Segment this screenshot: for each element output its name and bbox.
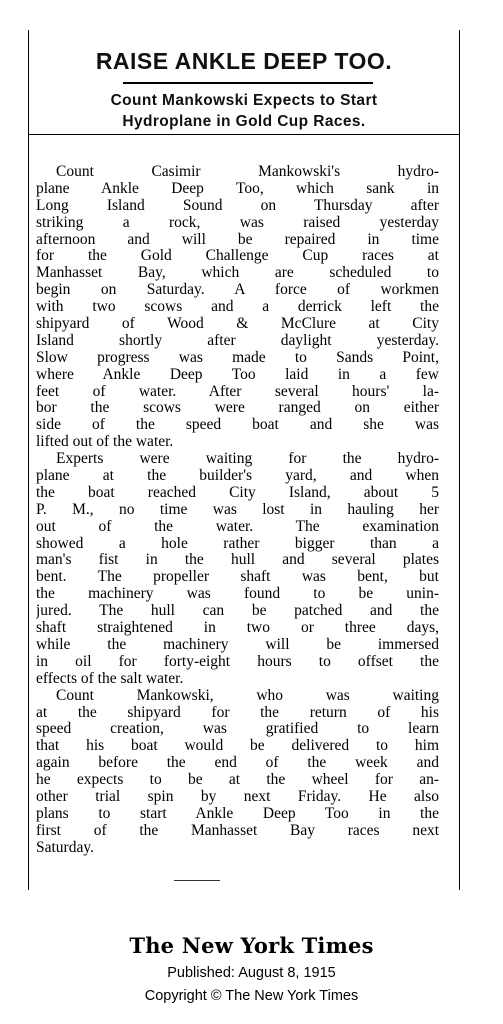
text-line: Experts were waiting for the hydro-: [56, 451, 439, 468]
text-line: that his boat would be delivered to him: [36, 738, 439, 755]
text-line: speed creation, was gratified to learn: [36, 721, 439, 738]
end-rule: [174, 880, 220, 881]
text-line: effects of the salt water.: [36, 670, 184, 687]
subhead-line: Hydroplane in Gold Cup Races.: [122, 113, 366, 130]
text-line: with two scows and a derrick left the: [36, 299, 439, 316]
nyt-logo: The New York Times: [129, 933, 374, 958]
text-line: in oil for forty-eight hours to offset the: [36, 653, 439, 670]
paragraph: [36, 164, 439, 451]
text-line: the boat reached City Island, about 5: [36, 484, 439, 501]
text-line: shipyard of Wood & McClure at City: [36, 316, 439, 333]
headline-rule: [123, 82, 373, 84]
text-line: at the shipyard for the return of his: [36, 704, 439, 721]
text-line: bor the scows were ranged on either: [36, 400, 439, 417]
published-date: Published: August 8, 1915: [167, 965, 336, 981]
article-body: [36, 164, 439, 857]
copyright-notice: Copyright © The New York Times: [144, 988, 359, 1004]
text-line: Count Mankowski, who was waiting: [56, 687, 439, 704]
text-line: the machinery was found to be unin-: [36, 586, 439, 603]
text-line: out of the water. The examination: [36, 518, 439, 535]
text-line: Slow progress was made to Sands Point,: [36, 349, 439, 366]
text-line: where Ankle Deep Too laid in a few: [36, 366, 439, 383]
text-line: again before the end of the week and: [36, 755, 439, 772]
text-line: side of the speed boat and she was: [36, 417, 439, 434]
subhead-line: Count Mankowski Expects to Start: [110, 92, 378, 109]
text-line: Saturday.: [36, 839, 94, 856]
text-line: man's fist in the hull and several plates: [36, 552, 439, 569]
text-line: he expects to be at the wheel for an-: [36, 772, 439, 789]
text-line: Island shortly after daylight yesterday.: [36, 332, 439, 349]
text-line: plans to start Ankle Deep Too in the: [36, 805, 439, 822]
text-line: shaft straightened in two or three days,: [36, 620, 439, 637]
headline-block: [29, 30, 459, 135]
text-line: P. M., no time was lost in hauling her: [36, 501, 439, 518]
text-line: lifted out of the water.: [36, 434, 174, 451]
text-line: begin on Saturday. A force of workmen: [36, 282, 439, 299]
subhead: [35, 90, 453, 132]
text-line: jured. The hull can be patched and the: [36, 603, 439, 620]
text-line: plane at the builder's yard, and when: [36, 468, 439, 485]
paragraph: [36, 451, 439, 687]
text-line: first of the Manhasset Bay races next: [36, 822, 439, 839]
text-line: striking a rock, was raised yesterday: [36, 214, 439, 231]
headline: RAISE ANKLE DEEP TOO.: [95, 48, 393, 74]
text-line: while the machinery will be immersed: [36, 636, 439, 653]
text-line: bent. The propeller shaft was bent, but: [36, 569, 439, 586]
text-line: feet of water. After several hours' la-: [36, 383, 439, 400]
paragraph: [36, 688, 439, 857]
text-line: plane Ankle Deep Too, which sank in: [36, 180, 439, 197]
text-line: Count Casimir Mankowski's hydro-: [56, 164, 439, 180]
text-line: for the Gold Challenge Cup races at: [36, 248, 439, 265]
text-line: Manhasset Bay, which are scheduled to: [36, 265, 439, 282]
text-line: showed a hole rather bigger than a: [36, 535, 439, 552]
text-line: Long Island Sound on Thursday after: [36, 197, 439, 214]
text-line: other trial spin by next Friday. He also: [36, 788, 439, 805]
text-line: afternoon and will be repaired in time: [36, 231, 439, 248]
